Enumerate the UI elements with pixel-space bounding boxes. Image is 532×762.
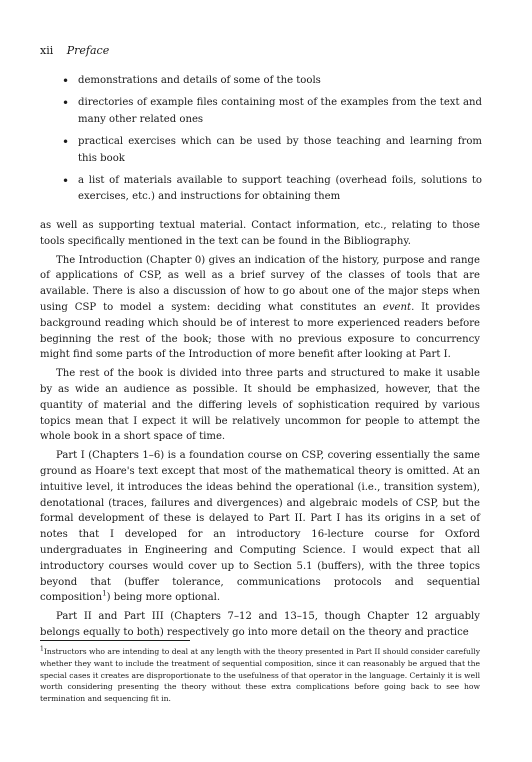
list-item: • a list of materials available to support teaching (overhead foils, solutions to exercises, etc.) and instructions for obtaining them (62, 173, 482, 206)
text-run: ) being more optional. (106, 592, 221, 604)
list-item: • demonstrations and details of some of the tools (62, 73, 482, 89)
paragraph-parts-two-three: Part II and Part III (Chapters 7–12 and 13–15, though Chapter 12 arguably belongs equally to both) respectively go into more detail on the theory and practice (40, 611, 480, 638)
running-title: Preface (66, 44, 110, 57)
list-item: • practical exercises which can be used by those teaching and learning from this book (62, 134, 482, 167)
footnote-mark: 1 (40, 645, 44, 653)
paragraph-introduction (40, 253, 480, 364)
paragraph-part-one (40, 448, 480, 606)
paragraph-structure: The rest of the book is divided into three parts and structured to make it usable by as wide an audience as possible. It should be emphasized, however, that the quantity of material and the differing levels of sophistication required by various topics mean that I expect it will be relatively uncommon for people to attempt the whole book in a short space of time. (40, 368, 480, 443)
page-number: xii (40, 44, 54, 57)
footnote-marker: 1 (102, 589, 107, 598)
materials-list (62, 73, 482, 212)
footnote-text: Instructors who are intending to deal at any length with the theory presented in Part II should consider carefully whether they want to include the treatment of sequential composition, since it can reasonably be argued that the special cases it creates are disproportionate to the usefulness of that operator in the language. Certainly it is well worth considering presenting the theory without these extra complications before going back to see how termination and sequencing fit in. (40, 647, 480, 704)
footnote-rule (40, 640, 190, 641)
text-run: . It provides background reading which should be of interest to more experienced readers before beginning the rest of the book; those with no previous exposure to concurrency might find some parts of the Introduction of more benefit after looking at Part I. (40, 301, 481, 361)
text-run: The Introduction (Chapter 0) gives an indication of the history, purpose and range of applications of CSP, as well as a brief survey of the classes of tools that are available. There is also a discussion of how to go about one of the major steps when using CSP to model a system: deciding what constitutes an (40, 254, 480, 313)
running-header (40, 44, 109, 57)
list-item: • directories of example files containing most of the examples from the text and many other related ones (62, 95, 482, 128)
body-text (40, 218, 480, 641)
footnote (40, 646, 480, 705)
text-run: Part I (Chapters 1–6) is a foundation course on CSP, covering essentially the same ground as Hoare's text except that most of the mathematical theory is omitted. At an intuitive level, it introduces the ideas behind the operational (i.e., transition system), denotational (traces, failures and divergences) and algebraic models of CSP, but the formal development of these is delayed to Part II. Part I has its origins in a set of notes that I developed for an introductory 16-lecture course for Oxford undergraduates in Engineering and Computing Science. I would expect that all introductory courses would cover up to Section 5.1 (buffers), with the three topics beyond that (buffer tolerance, communications protocols and sequential composition (40, 450, 480, 604)
paragraph-continuation: as well as supporting textual material. Contact information, etc., relating to those tools specifically mentioned in the text can be found in the Bibliography. (40, 220, 480, 247)
emphasis: event (382, 301, 412, 313)
